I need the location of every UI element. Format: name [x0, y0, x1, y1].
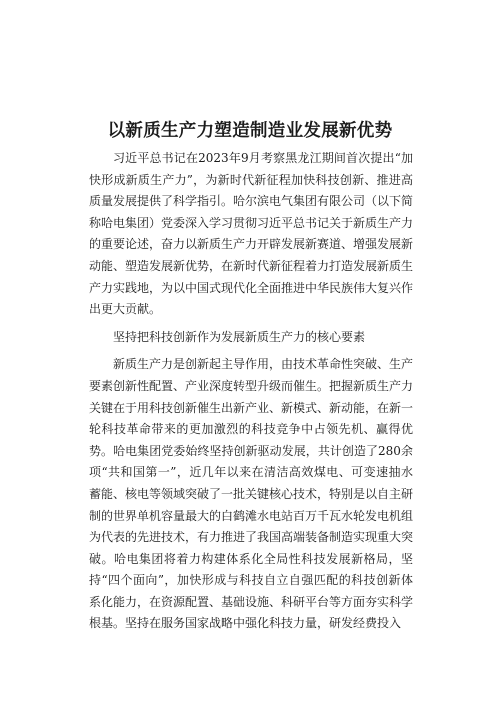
section-paragraph: 新质生产力是创新起主导作用，由技术革命性突破、生产要素创新性配置、产业深度转型升级而催生。把握新质生产力关键在于用科技创新催生出新产业、新模式、新动能，在新一轮科技革命带来的更加激烈的科技竞争中占领先机、赢得优势。哈电集团党委始终坚持创新驱动发展，共计创造了280余项“共和国第一”，近几年以来在清洁高效煤电、可变速抽水蓄能、核电等领域突破了一批关键核心技术，特别是以自主研制的世界单机容量最大的白鹤滩水电站百万千瓦水轮发电机组为代表的先进技术，有力推进了我国高端装备制造实现重大突破。哈电集团将着力构建体系化全局性科技发展新格局，坚持“四个面向”，加快形成与科技自立自强匹配的科技创新体系化能力，在资源配置、基础设施、科研平台等方面夯实科学根基。坚持在服务国家战略中强化科技力量，研发经费投入: [89, 357, 414, 631]
section-heading: 坚持把科技创新作为发展新质生产力的核心要素: [113, 329, 366, 344]
document-title: 以新质生产力塑造制造业发展新优势: [107, 121, 393, 141]
intro-paragraph: 习近平总书记在2023年9月考察黑龙江期间首次提出“加快形成新质生产力”，为新时代新征程加快科技创新、推进高质量发展提供了科学指引。哈尔滨电气集团有限公司（以下简称哈电集团）党委深入学习贯彻习近平总书记关于新质生产力的重要论述，奋力以新质生产力开辟发展新赛道、增强发展新动能、塑造发展新优势，在新时代新征程着力打造发展新质生产力实践地，为以中国式现代化全面推进中华民族伟大复兴作出更大贡献。: [89, 151, 414, 317]
document-body: [89, 148, 413, 635]
